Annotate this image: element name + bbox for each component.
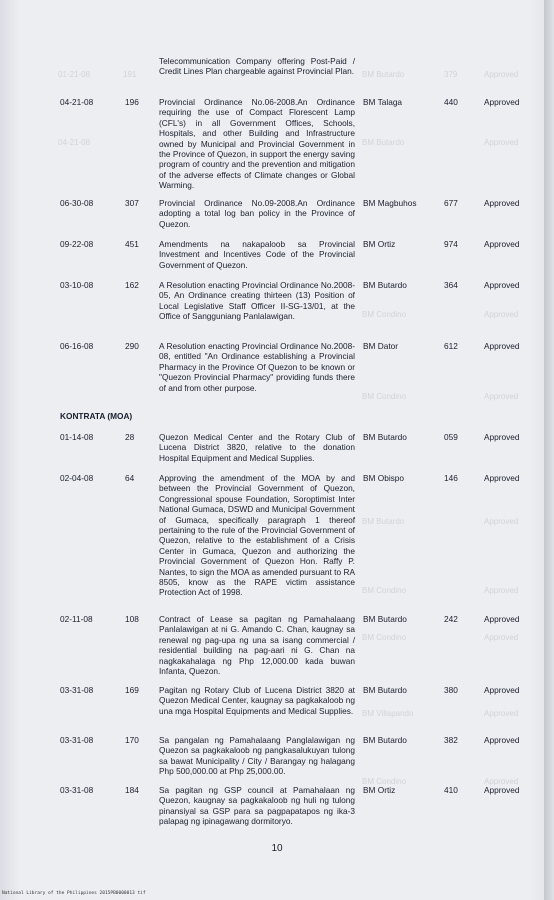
- resolution-number-cell: 307: [125, 198, 139, 208]
- resolution-number-cell: 64: [125, 473, 135, 483]
- resolution-number-cell: 170: [125, 735, 139, 745]
- resolution-number-cell: 184: [125, 785, 139, 795]
- author-cell: BM Butardo: [363, 280, 407, 290]
- description-cell: Sa pangalan ng Pamahalaang Panglalawigan ng Quezon sa pagkakaloob ng pangkasalukuyan tulong sa bawat Municipality / City / Barangay ng halagang Php 500,000.00 at Php 25,000.00.: [159, 735, 355, 777]
- status-cell: Approved: [484, 198, 520, 208]
- status-cell: Approved: [484, 473, 520, 483]
- status-cell: Approved: [484, 97, 520, 107]
- date-cell: 03-10-08: [60, 280, 94, 290]
- resolution-number-cell: 108: [125, 614, 139, 624]
- status-cell: Approved: [484, 341, 520, 351]
- author-cell: BM Butardo: [363, 685, 407, 695]
- date-cell: 06-16-08: [60, 341, 94, 351]
- description-cell: Contract of Lease sa pagitan ng Pamahalaang Panlalawigan at ni G. Amando C. Chan, kaugnay sa renewal ng pag-upa ng una sa isang commercial / residential building na pag-aari ni G. Chan na nagkakahalaga ng Php 12,000.00 kada buwan Infanta, Quezon.: [159, 614, 355, 677]
- date-cell: 09-22-08: [60, 239, 94, 249]
- date-cell: 03-31-08: [60, 735, 94, 745]
- status-cell: Approved: [484, 239, 520, 249]
- status-cell: Approved: [484, 785, 520, 795]
- description-cell: A Resolution enacting Provincial Ordinance No.2008-08, entitled "An Ordinance establishing a Provincial Pharmacy in the Province Of Quezon to be known or "Quezon Provincial Pharmacy" providing funds there of and from other purpose.: [159, 341, 355, 393]
- description-cell: Quezon Medical Center and the Rotary Club of Lucena District 3820, relative to the donation Hospital Equipment and Medical Supplies.: [159, 432, 355, 463]
- description-cell: Sa pagitan ng GSP council at Pamahalaan ng Quezon, kaugnay sa pagkakaloob ng huli ng tulong pinansiyal sa GSP para sa pagpapatapos ng ika-3 palapag ng ipinagawang dormitoryo.: [159, 785, 355, 827]
- document-page: 01-21-08 191 BM Butardo 379 Approved 04-21-08 BM Butardo Approved BM Condino Approved BM Condino Approved BM Butardo Approved BM Condino Approved BM Condino Approved BM Villapando Approved BM Condino Approved Telecommunication Company offering Post-Paid / Credit Lines Plan chargeable against Provincial Plan. 04-21-08 196 Provincial Ordinance No.06-2008.An Ordinance requiring the use of Compact Florescent Lamp (CFL's) in all Government Offices, Schools, Hospitals, and other Building and Infrastructure owned by Municipal and Provincial Government in the Province of Quezon, in support the energy saving program of country and the prevention and mitigation of the adverse effects of Climate changes or Global Warming. BM Talaga 440 Approved 06-30-08 307 Provincial Ordinance No.09-2008.An Ordinance adopting a total log ban policy in the Province of Quezon. BM Magbuhos 677 Approved 09-22-08 451 Amendments na nakapaloob sa Provincial Investment and Incentives Code of the Provincial Government of Quezon. BM Ortiz 974 Approved 03-10-08 162 A Resolution enacting Provincial Ordinance No.2008-05, An Ordinance creating thirteen (13) Position of Local Legislative Staff Officer II-SG-13/01, at the Office of Sangguniang Panlalawigan. BM Butardo 364 Approved 06-16-08 290 A Resolution enacting Provincial Ordinance No.2008-08, entitled "An Ordinance establishing a Provincial Pharmacy in the Province Of Quezon to be known or "Quezon Provincial Pharmacy" providing funds there of and from other purpose. BM Dator 612 Approved KONTRATA (MOA) 01-14-08 28 Quezon Medical Center and the Rotary Club of Lucena District 3820, relative to the donation Hospital Equipment and Medical Supplies. BM Butardo 059 Approved 02-04-08 64 Approving the amendment of the MOA by and between the Provincial Government of Quezon, Congressional spouse Foundation, Soroptimist Inter National Gumaca, DSWD and Municipal Government of Gumaca, specifically paragraph 1 thereof pertaining to the rule of the Provincial Government of Quezon, relative to the establishment of a Crisis Center in Gumaca, Quezon and authorizing the Provincial Government of Quezon Hon. Raffy P. Nantes, to sign the MOA as amended pursuant to RA 8505, know as the RAPE victim assistance Protection Act of 1998. BM Obispo 146 Approved 02-11-08 108 Contract of Lease sa pagitan ng Pamahalaang Panlalawigan at ni G. Amando C. Chan, kaugnay sa renewal ng pag-upa ng una sa isang commercial / residential building na pag-aari ni G. Chan na nagkakahalaga ng Php 12,000.00 kada buwan Infanta, Quezon. BM Butardo 242 Approved 03-31-08 169 Pagitan ng Rotary Club of Lucena District 3820 at Quezon Medical Center, kaugnay sa pagkakaloob ng una mga Hospital Equipments and Medical Supplies. BM Butardo 380 Approved 03-31-08 170 Sa pangalan ng Pamahalaang Panglalawigan ng Quezon sa pagkakaloob ng pangkasalukuyan tulong sa bawat Municipality / City / Barangay ng halagang Php 500,000.00 at Php 25,000.00. BM Butardo 382 Approved 03-31-08 184 Sa pagitan ng GSP council at Pamahalaan ng Quezon, kaugnay sa pagkakaloob ng huli ng tulong pinansiyal sa GSP para sa pagpapatapos ng ika-3 palapag ng ipinagawang dormitoryo. BM Ortiz 410 Approved 10 National Library of the Philippines 2015PB0000013 tif: [0, 0, 554, 900]
- page-cell: 410: [444, 785, 458, 795]
- description-cell: Pagitan ng Rotary Club of Lucena District 3820 at Quezon Medical Center, kaugnay sa pagkakaloob ng una mga Hospital Equipments and Medical Supplies.: [159, 685, 355, 716]
- author-cell: BM Obispo: [363, 473, 405, 483]
- description-cell: A Resolution enacting Provincial Ordinance No.2008-05, An Ordinance creating thirteen (13) Position of Local Legislative Staff Officer II-SG-13/01, at the Office of Sangguniang Panlalawigan.: [159, 280, 355, 322]
- page-cell: 974: [444, 239, 458, 249]
- resolution-number-cell: 196: [125, 97, 139, 107]
- author-cell: BM Butardo: [363, 432, 407, 442]
- description-cell: Provincial Ordinance No.06-2008.An Ordinance requiring the use of Compact Florescent Lamp (CFL's) in all Government Offices, Schools, Hospitals, and other Building and Infrastructure owned by Municipal and Provincial Government in the Province of Quezon, in support the energy saving program of country and the prevention and mitigation of the adverse effects of Climate changes or Global Warming.: [159, 97, 355, 191]
- resolution-number-cell: 169: [125, 685, 139, 695]
- date-cell: 02-04-08: [60, 473, 94, 483]
- author-cell: BM Butardo: [363, 735, 407, 745]
- status-cell: Approved: [484, 735, 520, 745]
- page-cell: 146: [444, 473, 458, 483]
- section-heading: KONTRATA (MOA): [60, 411, 133, 421]
- page-cell: 677: [444, 198, 458, 208]
- page-cell: 364: [444, 280, 458, 290]
- status-cell: Approved: [484, 685, 520, 695]
- author-cell: BM Ortiz: [363, 239, 396, 249]
- scan-footer: National Library of the Philippines 2015PB0000013 tif: [2, 891, 146, 896]
- page-cell: 059: [444, 432, 458, 442]
- description-cell: Approving the amendment of the MOA by and between the Provincial Government of Quezon, Congressional spouse Foundation, Soroptimist Inter National Gumaca, DSWD and Municipal Government of Gumaca, specifically paragraph 1 thereof pertaining to the rule of the Provincial Government of Quezon, relative to the establishment of a Crisis Center in Gumaca, Quezon and authorizing the Provincial Government of Quezon Hon. Raffy P. Nantes, to sign the MOA as amended pursuant to RA 8505, know as the RAPE victim assistance Protection Act of 1998.: [159, 473, 355, 598]
- date-cell: 04-21-08: [60, 97, 94, 107]
- date-cell: 03-31-08: [60, 785, 94, 795]
- author-cell: BM Magbuhos: [363, 198, 417, 208]
- description-cell: Provincial Ordinance No.09-2008.An Ordinance adopting a total log ban policy in the Province of Quezon.: [159, 198, 355, 229]
- page-cell: 382: [444, 735, 458, 745]
- page-edge: [544, 0, 554, 900]
- date-cell: 03-31-08: [60, 685, 94, 695]
- page-cell: 612: [444, 341, 458, 351]
- author-cell: BM Talaga: [363, 97, 403, 107]
- page-number: 10: [271, 843, 283, 854]
- author-cell: BM Ortiz: [363, 785, 396, 795]
- description-cell: Telecommunication Company offering Post-Paid / Credit Lines Plan chargeable against Provincial Plan.: [159, 56, 355, 77]
- resolution-number-cell: 28: [125, 432, 135, 442]
- page-cell: 242: [444, 614, 458, 624]
- date-cell: 02-11-08: [60, 614, 93, 624]
- page-cell: 380: [444, 685, 458, 695]
- status-cell: Approved: [484, 280, 520, 290]
- author-cell: BM Dator: [363, 341, 399, 351]
- page-cell: 440: [444, 97, 458, 107]
- author-cell: BM Butardo: [363, 614, 407, 624]
- resolution-number-cell: 290: [125, 341, 139, 351]
- date-cell: 01-14-08: [60, 432, 94, 442]
- resolution-number-cell: 451: [125, 239, 139, 249]
- date-cell: 06-30-08: [60, 198, 94, 208]
- status-cell: Approved: [484, 432, 520, 442]
- resolution-number-cell: 162: [125, 280, 139, 290]
- status-cell: Approved: [484, 614, 520, 624]
- description-cell: Amendments na nakapaloob sa Provincial Investment and Incentives Code of the Provincial Government of Quezon.: [159, 239, 355, 270]
